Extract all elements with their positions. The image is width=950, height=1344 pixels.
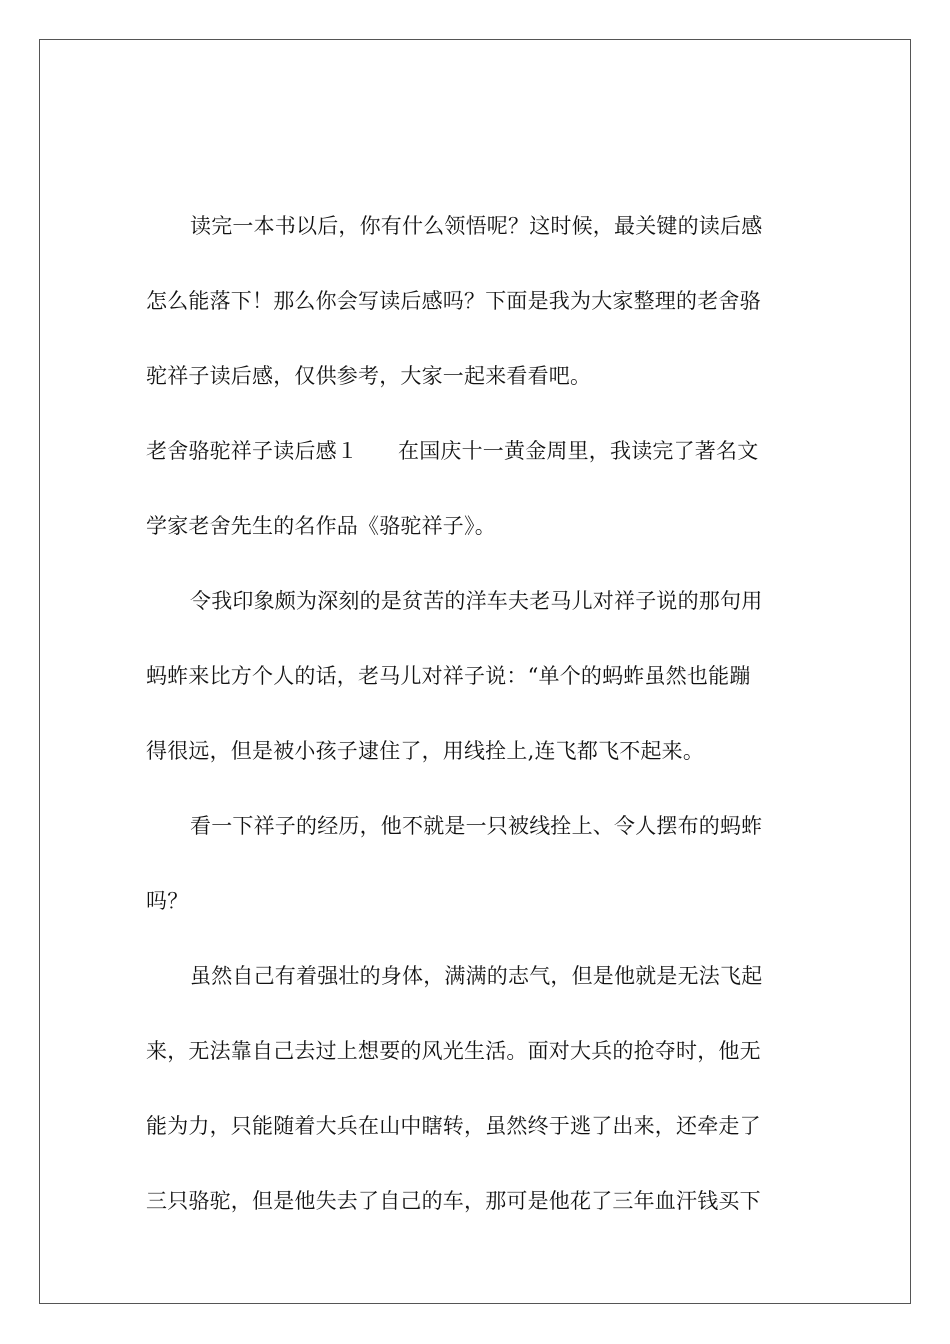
paragraph-line: 三只骆驼，但是他失去了自己的车，那可是他花了三年血汗钱买下	[146, 1189, 761, 1213]
paragraph-line: 来，无法靠自己去过上想要的风光生活。面对大兵的抢夺时，他无	[146, 1039, 761, 1063]
paragraph-line: 虽然自己有着强壮的身体，满满的志气，但是他就是无法飞起	[190, 964, 763, 988]
paragraph-line: 能为力，只能随着大兵在山中瞎转，虽然终于逃了出来，还牵走了	[146, 1114, 761, 1138]
paragraph-line: 看一下祥子的经历，他不就是一只被线拴上、令人摆布的蚂蚱	[190, 814, 763, 838]
paragraph-line: 学家老舍先生的名作品《骆驼祥子》。	[146, 514, 496, 538]
paragraph-line: 在国庆十一黄金周里，我读完了著名文	[398, 439, 759, 463]
paragraph-line: 读完一本书以后，你有什么领悟呢？这时候，最关键的读后感	[190, 214, 763, 238]
paragraph-line: 吗？	[146, 889, 189, 913]
paragraph-line: 怎么能落下！那么你会写读后感吗？下面是我为大家整理的老舍骆	[146, 289, 761, 313]
paragraph-line: 驼祥子读后感，仅供参考，大家一起来看看吧。	[146, 364, 592, 388]
paragraph-line: 蚂蚱来比方个人的话，老马儿对祥子说：“单个的蚂蚱虽然也能蹦	[146, 664, 751, 688]
paragraph-line: 得很远，但是被小孩子逮住了，用线拴上,连飞都飞不起来。	[146, 739, 705, 763]
section-heading-line	[146, 431, 806, 506]
section-heading: 老舍骆驼祥子读后感１	[146, 439, 358, 463]
paragraph-line: 令我印象颇为深刻的是贫苦的洋车夫老马儿对祥子说的那句用	[190, 589, 763, 613]
document-body	[146, 206, 806, 1256]
